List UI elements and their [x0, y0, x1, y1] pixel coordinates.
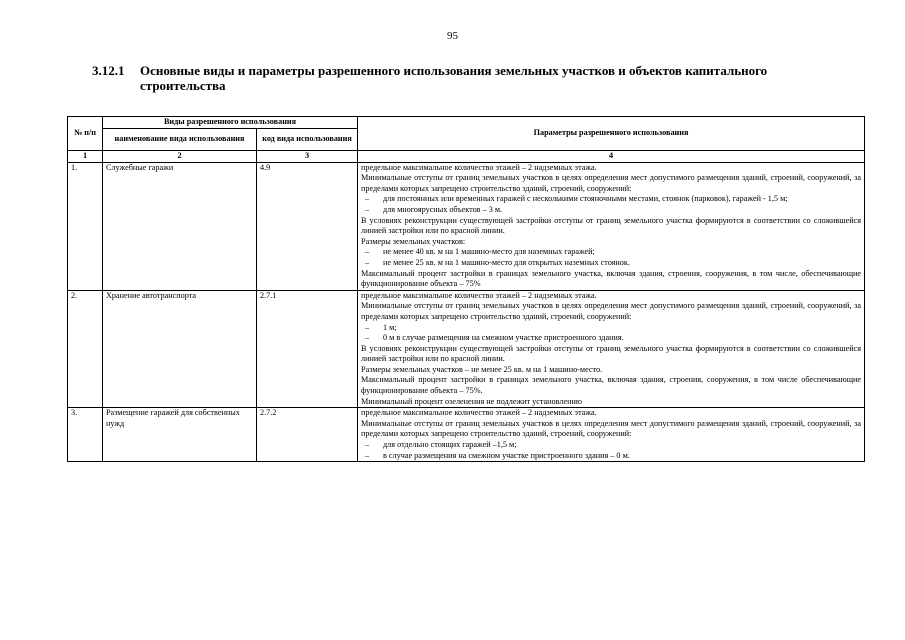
parameter-paragraph: Размеры земельных участков: — [361, 236, 466, 246]
parameter-list-text: не менее 25 кв. м на 1 машино-место для открытых наземных стоянок. — [383, 257, 630, 267]
parameter-list-text: 1 м; — [383, 322, 397, 332]
use-parameters — [358, 408, 865, 462]
dash-bullet: – — [365, 247, 370, 257]
dash-bullet: – — [365, 450, 370, 460]
dash-bullet: – — [365, 194, 370, 204]
parameter-paragraph: Размеры земельных участков – не менее 25 кв. м на 1 машино-место. — [361, 364, 603, 374]
use-code: 4.9 — [257, 162, 358, 290]
use-name: Размещение гаражей для собственных нужд — [103, 408, 257, 462]
parameter-list-text: для отдельно стоящих гаражей –1,5 м; — [383, 440, 517, 450]
row-number: 2. — [68, 290, 103, 408]
row-number: 3. — [68, 408, 103, 462]
parameter-paragraph: В условиях реконструкции существующей застройки отступы от границ земельного участка формируются в соответствии со сложившейся линией застройки или по красной линии. — [361, 215, 862, 236]
use-parameters — [358, 290, 865, 408]
column-number: 2 — [103, 150, 257, 162]
column-number: 4 — [358, 150, 865, 162]
section-title — [92, 63, 872, 93]
parameter-paragraph: В условиях реконструкции существующей застройки отступы от границ земельного участка формируются в соответствии со сложившейся линией застройки или по красной линии. — [361, 343, 862, 364]
table-row — [68, 290, 865, 408]
parameter-list-text: 0 м в случае размещения на смежном участке пристроенного здания. — [383, 333, 624, 343]
column-numbers-row — [68, 150, 865, 162]
table-row — [68, 408, 865, 462]
parameter-paragraph: предельное максимальное количество этажей – 2 надземных этажа. — [361, 408, 597, 418]
parameter-paragraph: Минимальные отступы от границ земельных участков в целях определения мест допустимого размещения зданий, строений, сооружений, за пределами которых запрещено строительство зданий, строений, сооружений: — [361, 173, 862, 193]
permitted-use-table — [67, 116, 865, 462]
parameter-list-item — [361, 333, 861, 344]
dash-bullet: – — [365, 322, 370, 332]
parameter-paragraph: Максимальный процент застройки в границах земельного участка, включая здания, строения, сооружения, в том числе, обеспечивающие функционирование объекта – 75% — [361, 268, 862, 289]
parameter-list-item — [361, 247, 861, 258]
use-name: Служебные гаражи — [103, 162, 257, 290]
parameter-paragraph: предельное максимальное количество этажей – 2 надземных этажа. — [361, 290, 597, 300]
column-number: 1 — [68, 150, 103, 162]
parameter-list-text: для многоярусных объектов – 3 м. — [383, 204, 503, 214]
parameter-list-text: в случае размещения на смежном участке пристроенного здания – 0 м. — [383, 450, 630, 460]
table-row — [68, 162, 865, 290]
row-number: 1. — [68, 162, 103, 290]
page-number: 95 — [447, 30, 458, 42]
column-number: 3 — [257, 150, 358, 162]
parameter-list-item — [361, 205, 861, 216]
parameter-list-item — [361, 323, 861, 334]
use-parameters — [358, 162, 865, 290]
parameter-paragraph: Максимальный процент застройки в границах земельного участка, включая здания, строения, сооружения, в том числе обеспечивающие функционирование объекта – 75%. — [361, 375, 862, 396]
parameter-paragraph: Минимальные отступы от границ земельных участков в целях определения мест допустимого размещения зданий, строений, сооружений, за пределами которых запрещено строительство зданий, строений, сооружений: — [361, 418, 862, 439]
dash-bullet: – — [365, 440, 370, 450]
section-number: 3.12.1 — [92, 63, 125, 78]
parameter-list-item — [361, 440, 861, 451]
header-kinds-group: Виды разрешенного использования — [103, 117, 358, 129]
parameter-list-text: не менее 40 кв. м на 1 машино-место для наземных гаражей; — [383, 247, 595, 257]
parameter-list-text: для постоянных или временных гаражей с несколькими стояночными местами, стоянок (парковок), гаражей - 1,5 м; — [383, 194, 788, 204]
section-title-line1: Основные виды и параметры разрешенного использования земельных участков и объектов капитального — [140, 63, 768, 78]
parameter-list-item — [361, 194, 861, 205]
dash-bullet: – — [365, 257, 370, 267]
dash-bullet: – — [365, 333, 370, 343]
use-code: 2.7.1 — [257, 290, 358, 408]
header-name: наименование вида использования — [103, 128, 257, 150]
dash-bullet: – — [365, 204, 370, 214]
section-title-line2: строительства — [140, 78, 226, 93]
use-name: Хранение автотранспорта — [103, 290, 257, 408]
parameter-paragraph: предельное максимальное количество этажей – 2 надземных этажа. — [361, 162, 597, 172]
header-num: № п/п — [68, 117, 103, 151]
parameter-paragraph: Минимальные отступы от границ земельных участков в целях определения мест допустимого размещения зданий, строений, сооружений, за пределами которых запрещено строительство зданий, строений, сооружений: — [361, 301, 862, 321]
header-code: код вида использования — [257, 128, 358, 150]
header-params: Параметры разрешенного использования — [358, 117, 865, 151]
parameter-list-item — [361, 258, 861, 269]
use-code: 2.7.2 — [257, 408, 358, 462]
parameter-list-item — [361, 451, 861, 462]
parameter-paragraph: Минимальный процент озеленения не подлежит установлению — [361, 396, 582, 406]
